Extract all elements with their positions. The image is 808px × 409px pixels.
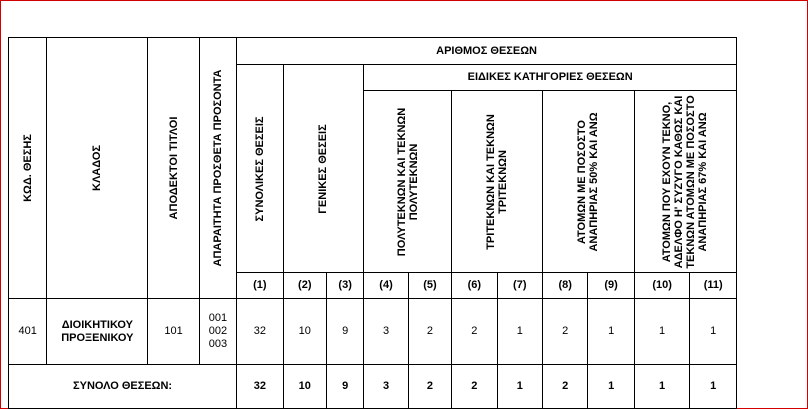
row-value: 3 [364,299,408,365]
row-value: 10 [283,299,326,365]
col-number: (11) [690,273,737,299]
totals-label: ΣΥΝΟΛΟ ΘΕΣΕΩΝ: [9,365,237,409]
total-value: 10 [283,365,326,409]
row-value: 1 [497,299,542,365]
row-value: 1 [634,299,690,365]
header-three-children: ΤΡΙΤΕΚΝΩΝ ΚΑΙ ΤΕΚΝΩΝ ΤΡΙΤΕΚΝΩΝ [452,91,543,273]
row-branch: ΔΙΟΙΚΗΤΙΚΟΥ ΠΡΟΞΕΝΙΚΟΥ [47,299,148,365]
row-titles: 101 [148,299,199,365]
col-number: (2) [283,273,326,299]
total-value: 2 [408,365,451,409]
total-value: 9 [326,365,363,409]
row-value: 2 [408,299,451,365]
row-doc-code: 003 [208,338,228,350]
row-value: 1 [588,299,634,365]
total-value: 2 [542,365,587,409]
total-value: 1 [497,365,542,409]
header-general-positions: ΓΕΝΙΚΕΣ ΘΕΣΕΙΣ [283,65,364,273]
total-value: 1 [690,365,737,409]
header-code: ΚΩΔ. ΘΕΣΗΣ [9,38,47,299]
col-number: (10) [634,273,690,299]
total-value: 2 [452,365,497,409]
header-disability-67: ΑΤΟΜΩΝ ΠΟΥ ΕΧΟΥΝ ΤΕΚΝΟ, ΑΔΕΛΦΟ Η' ΣΥΖΥΓΟ ΚΑΘΩΣ ΚΑΙ ΤΕΚΝΩΝ ΑΤΟΜΩΝ ΜΕ ΠΟΣΟΣΤΟ ΑΝΑΠΗΡΙΑΣ 67% ΚΑΙ ΑΝΩ [634,91,736,273]
row-doc-code: 001 [208,312,228,324]
header-special-categories: ΕΙΔΙΚΕΣ ΚΑΤΗΓΟΡΙΕΣ ΘΕΣΕΩΝ [364,65,737,91]
positions-table [8,37,737,409]
header-extra-docs: ΑΠΑΡΑΙΤΗΤΑ ΠΡΟΣΘΕΤΑ ΠΡΟΣΟΝΤΑ [199,38,236,299]
total-value: 1 [634,365,690,409]
total-value: 3 [364,365,408,409]
row-docs [199,299,236,365]
col-number: (3) [326,273,363,299]
header-total-positions: ΣΥΝΟΛΙΚΕΣ ΘΕΣΕΙΣ [237,65,283,273]
col-number: (7) [497,273,542,299]
totals-row [9,365,737,409]
col-number: (9) [588,273,634,299]
total-value: 32 [237,365,283,409]
total-value: 1 [588,365,634,409]
header-disability-50: ΑΤΟΜΩΝ ΜΕ ΠΟΣΟΣΤΟ ΑΝΑΠΗΡΙΑΣ 50% ΚΑΙ ΑΝΩ [542,91,634,273]
row-value: 2 [452,299,497,365]
row-value: 9 [326,299,363,365]
table-row [9,299,737,365]
col-number: (1) [237,273,283,299]
col-number: (4) [364,273,408,299]
row-doc-code: 002 [208,325,228,337]
header-large-families: ΠΟΛΥΤΕΚΝΩΝ ΚΑΙ ΤΕΚΝΩΝ ΠΟΛΥΤΕΚΝΩΝ [364,91,452,273]
col-number: (6) [452,273,497,299]
col-number: (5) [408,273,451,299]
row-value: 2 [542,299,587,365]
header-positions-count: ΑΡΙΘΜΟΣ ΘΕΣΕΩΝ [237,38,737,65]
row-value: 32 [237,299,283,365]
header-branch: ΚΛΑΔΟΣ [47,38,148,299]
col-number: (8) [542,273,587,299]
row-value: 1 [690,299,737,365]
header-accepted-titles: ΑΠΟΔΕΚΤΟΙ ΤΙΤΛΟΙ [148,38,199,299]
row-code: 401 [9,299,47,365]
